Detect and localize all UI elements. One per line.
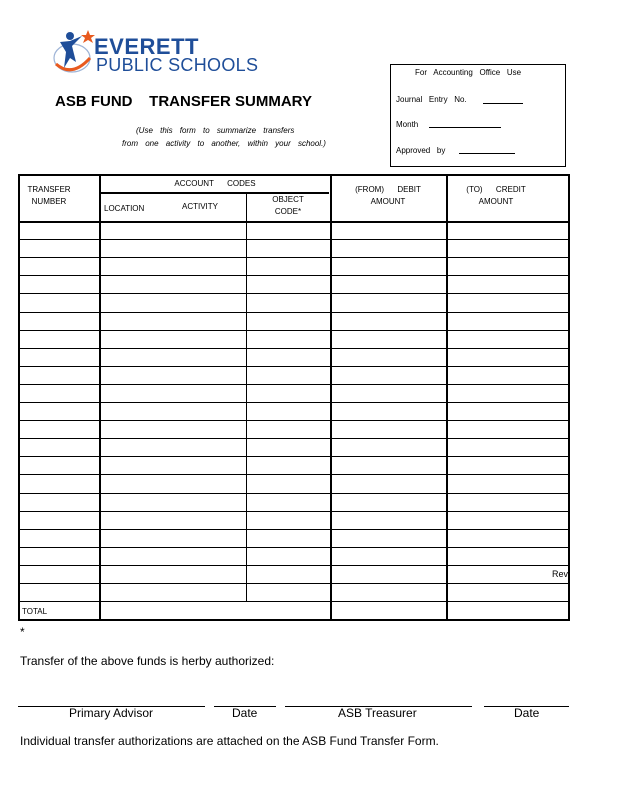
header-divider <box>99 192 329 194</box>
title-part1: ASB FUND <box>55 93 133 110</box>
table-row-line <box>20 402 568 403</box>
table-row-line <box>20 239 568 240</box>
table-row-line <box>20 366 568 367</box>
revision-label: Rev. <box>552 569 570 579</box>
table-row-line <box>20 456 568 457</box>
table-row-line <box>20 438 568 439</box>
table-column-line <box>330 176 332 621</box>
table-row-line <box>20 275 568 276</box>
table-row-line <box>20 420 568 421</box>
header-bottom-line <box>20 221 568 223</box>
table-row-line <box>20 547 568 548</box>
primary-advisor-label: Primary Advisor <box>69 706 154 720</box>
header-credit-amount: (TO) CREDIT AMOUNT <box>466 185 526 206</box>
header-activity: ACTIVITY <box>182 202 219 211</box>
office-month-label: Month <box>396 120 419 129</box>
transfer-table <box>18 174 570 621</box>
table-row-line <box>20 384 568 385</box>
instructions-line2: from one activity to another, within your school.) <box>122 139 326 148</box>
journal-entry-line[interactable] <box>483 103 523 104</box>
instructions-line1: (Use this form to summarize transfers <box>136 126 295 135</box>
attachment-note: Individual transfer authorizations are attached on the ASB Fund Transfer Form. <box>20 734 439 748</box>
month-line[interactable] <box>429 127 501 128</box>
table-column-line <box>99 176 101 621</box>
title-part2: TRANSFER SUMMARY <box>149 93 312 110</box>
table-row-line <box>20 330 568 331</box>
table-row-line <box>20 312 568 313</box>
header-account-codes: ACCOUNT CODES <box>174 179 256 188</box>
office-use-box <box>390 64 566 167</box>
logo-line1: EVERETT <box>94 34 199 59</box>
table-row-line <box>20 583 568 584</box>
date1-label: Date <box>232 706 258 720</box>
table-row-line <box>20 601 568 602</box>
table-column-line <box>446 176 448 621</box>
asb-treasurer-label: ASB Treasurer <box>338 706 417 720</box>
logo-line2: PUBLIC SCHOOLS <box>96 55 259 75</box>
table-row-line <box>20 474 568 475</box>
header-object-divider <box>246 192 247 222</box>
table-row-line <box>20 529 568 530</box>
office-journal-label: Journal Entry No. <box>396 95 467 104</box>
footnote-marker: * <box>20 625 25 639</box>
approved-line[interactable] <box>459 153 515 154</box>
table-row-line <box>20 293 568 294</box>
office-approved-label: Approved by <box>396 146 446 155</box>
table-column-line <box>246 222 247 601</box>
date2-label: Date <box>514 706 540 720</box>
authorization-statement: Transfer of the above funds is herby authorized: <box>20 654 275 668</box>
table-row-line <box>20 348 568 349</box>
table-row-line <box>20 565 568 566</box>
header-transfer-number: TRANSFER NUMBER <box>27 185 71 206</box>
table-row-line <box>20 493 568 494</box>
header-debit-amount: (FROM) DEBIT AMOUNT <box>355 185 421 206</box>
form-title <box>55 93 312 110</box>
header-object-code: OBJECT CODE* <box>272 195 304 216</box>
table-row-line <box>20 257 568 258</box>
header-location: LOCATION <box>104 204 145 213</box>
office-heading: For Accounting Office Use <box>415 68 522 77</box>
table-row-line <box>20 511 568 512</box>
figure-globe-icon <box>54 30 95 72</box>
total-label: TOTAL <box>22 607 48 616</box>
